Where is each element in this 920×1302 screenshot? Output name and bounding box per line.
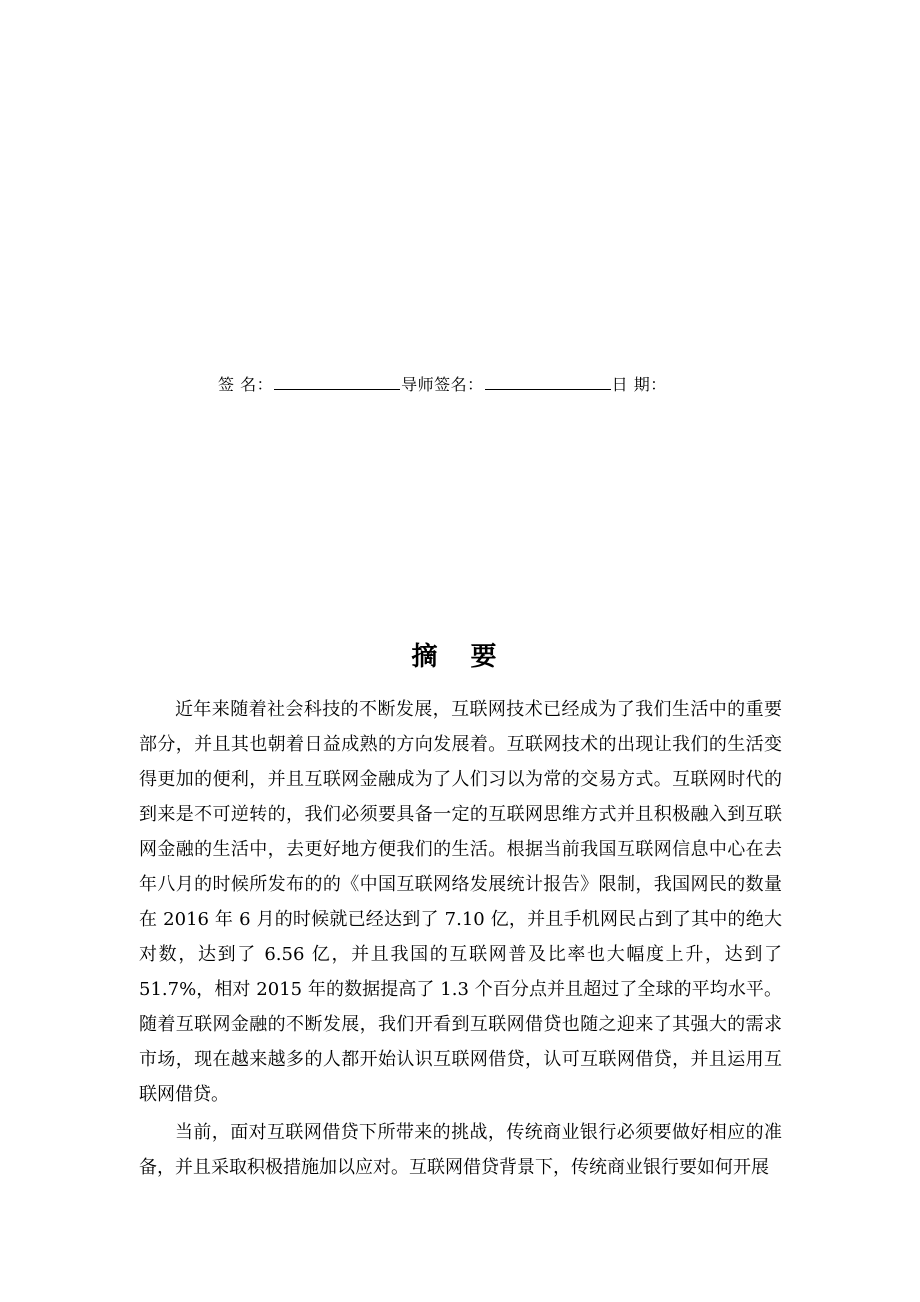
date-label: 日 期： <box>611 375 667 394</box>
abstract-title: 摘 要 <box>411 642 509 672</box>
name-signature-label: 签 名： <box>218 375 274 394</box>
abstract-paragraph: 近年来随着社会科技的不断发展，互联网技术已经成为了我们生活中的重要部分，并且其也朝着日益成熟的方向发展着。互联网技术的出现让我们的生活变得更加的便利，并且互联网金融成为了人们习以为常的交易方式。互联网时代的到来是不可逆转的，我们必须要具备一定的互联网思维方式并且积极融入到互联网金融的生活中，去更好地方便我们的生活。根据当前我国互联网信息中心在去年八月的时候所发布的的《中国互联网络发展统计报告》限制，我国网民的数量在 2016 年 6 月的时候就已经达到了 7.10 亿，并且手机网民占到了其中的绝大对数，达到了 6.56 亿，并且我国的互联网普及比率也大幅度上升，达到了 51.7%，相对 2015 年的数据提高了 1.3 个百分点并且超过了全球的平均水平。随着互联网金融的不断发展，我们开看到互联网借贷也随之迎来了其强大的需求市场，现在越来越多的人都开始认识互联网借贷，认可互联网借贷，并且运用互联网借贷。 <box>139 699 783 1105</box>
abstract-body <box>139 692 782 1188</box>
advisor-signature-blank <box>485 375 611 390</box>
signature-line <box>218 372 667 395</box>
name-signature-blank <box>274 375 400 390</box>
advisor-signature-label: 导师签名： <box>401 375 484 394</box>
abstract-paragraph: 当前，面对互联网借贷下所带来的挑战，传统商业银行必须要做好相应的准备，并且采取积极措施加以应对。互联网借贷背景下，传统商业银行要如何开展 <box>139 1122 782 1178</box>
